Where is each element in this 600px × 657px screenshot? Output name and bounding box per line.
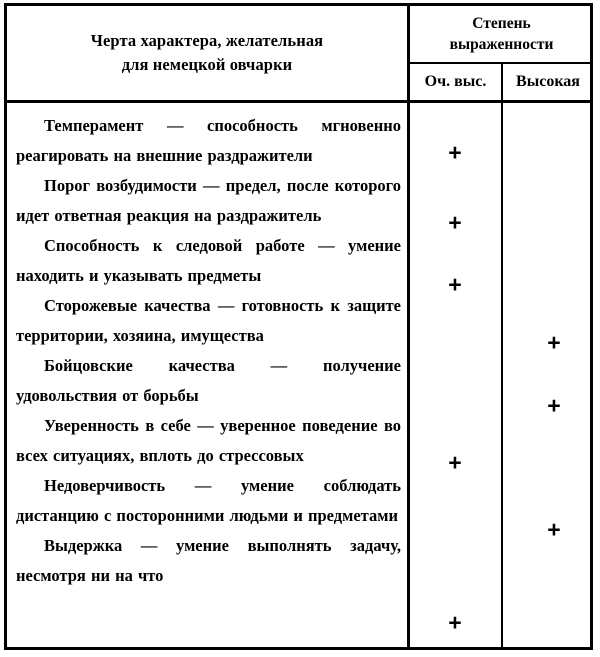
trait-list (7, 103, 407, 591)
trait-row: Темперамент — способность мгновенно реагировать на внешние раздражители (16, 116, 401, 165)
header-cell-high: Высокая (501, 62, 593, 100)
column-divider-veryhigh-high (501, 103, 503, 647)
header-degree-line2: выраженности (449, 36, 554, 53)
mark-very_high: + (448, 209, 462, 236)
header-trait-line1: Черта характера, желательная (90, 31, 324, 50)
character-traits-table (4, 3, 593, 650)
trait-row: Выдержка — умение выполнять задачу, несмотря ни на что (16, 536, 401, 585)
trait-row: Бойцовские качества — получение удовольствия от борьбы (16, 356, 401, 405)
mark-high: + (547, 392, 561, 419)
trait-row: Сторожевые качества — готовность к защите территории, хозяина, имущества (16, 296, 401, 345)
trait-row: Недоверчивость — умение соблюдать дистанцию с посторонними людьми и предметами (16, 476, 401, 525)
header-degree-line1: Степень (472, 15, 531, 32)
column-divider-trait-degree (407, 103, 410, 647)
mark-very_high: + (448, 449, 462, 476)
table-body (7, 103, 590, 647)
header-trait-line2: для немецкой овчарки (121, 55, 293, 74)
trait-row: Способность к следовой работе — умение находить и указывать предметы (16, 236, 401, 285)
mark-very_high: + (448, 271, 462, 298)
trait-row: Уверенность в себе — уверенное поведение во всех ситуациях, вплоть до стрессовых (16, 416, 401, 465)
mark-very_high: + (448, 139, 462, 166)
header-cell-degree-group (407, 6, 593, 62)
mark-high: + (547, 516, 561, 543)
mark-high: + (547, 329, 561, 356)
header-cell-trait (7, 6, 407, 100)
table-header (7, 6, 590, 100)
header-cell-very-high: Оч. выс. (407, 62, 501, 100)
mark-very_high: + (448, 609, 462, 636)
trait-row: Порог возбудимости — предел, после которого идет ответная реакция на раздражитель (16, 176, 401, 225)
